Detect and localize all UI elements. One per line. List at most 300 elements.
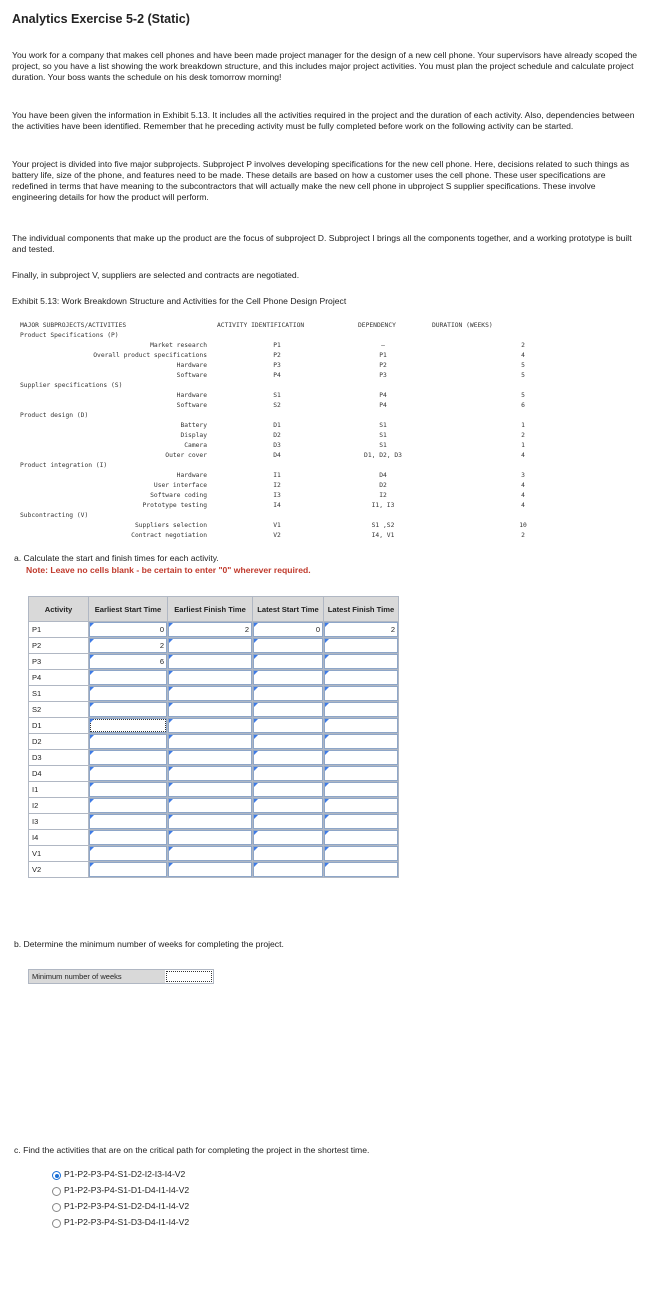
input-flag-icon <box>254 751 258 755</box>
ls-input[interactable] <box>253 734 323 749</box>
exhibit-dependency: S1 ,S2 <box>371 522 395 529</box>
es-cell <box>89 622 168 638</box>
exhibit-activity-id: I3 <box>273 492 281 499</box>
ls-cell <box>253 622 324 638</box>
input-flag-icon <box>254 799 258 803</box>
ef-input[interactable] <box>168 750 252 765</box>
ls-cell <box>253 862 324 878</box>
lf-input[interactable] <box>324 718 398 733</box>
ls-cell <box>253 830 324 846</box>
es-input[interactable]: 0 <box>89 622 167 637</box>
exhibit-duration: 4 <box>521 482 525 489</box>
exhibit-activity-id: P2 <box>273 352 281 359</box>
exhibit-group: Product integration (I) <box>20 462 108 469</box>
activity-cell: P2 <box>29 638 89 654</box>
lf-input[interactable] <box>324 862 398 877</box>
table-row <box>29 766 399 782</box>
ls-input[interactable] <box>253 654 323 669</box>
input-flag-icon <box>169 815 173 819</box>
exhibit-activity-name: Software <box>176 402 207 409</box>
input-flag-icon <box>325 655 329 659</box>
es-input[interactable] <box>89 750 167 765</box>
exhibit-dependency: I4, V1 <box>371 532 395 539</box>
lf-cell <box>324 686 399 702</box>
lf-input[interactable] <box>324 766 398 781</box>
input-flag-icon <box>325 815 329 819</box>
exhibit-activity-name: Battery <box>180 422 207 429</box>
exhibit-activity-name: Software coding <box>150 492 207 499</box>
input-flag-icon <box>90 799 94 803</box>
ls-input[interactable] <box>253 814 323 829</box>
ls-input[interactable] <box>253 718 323 733</box>
exhibit-dependency: S1 <box>379 422 387 429</box>
es-input[interactable] <box>89 862 167 877</box>
min-weeks-row <box>28 969 214 984</box>
critical-path-option-label[interactable]: P1-P2-P3-P4-S1-D1-D4-I1-I4-V2 <box>64 1185 190 1195</box>
input-flag-icon <box>90 767 94 771</box>
es-cell <box>89 766 168 782</box>
lf-input[interactable] <box>324 830 398 845</box>
exhibit-dependency: P4 <box>379 402 387 409</box>
ls-cell <box>253 766 324 782</box>
ef-cell <box>168 734 253 750</box>
exhibit-duration: 2 <box>521 532 525 539</box>
table-row <box>29 798 399 814</box>
lf-input[interactable]: 2 <box>324 622 398 637</box>
es-cell <box>89 686 168 702</box>
min-weeks-label: Minimum number of weeks <box>32 972 122 981</box>
input-flag-icon <box>254 703 258 707</box>
input-flag-icon <box>169 799 173 803</box>
activity-cell: D3 <box>29 750 89 766</box>
input-flag-icon <box>90 623 94 627</box>
es-input[interactable] <box>89 718 167 733</box>
input-flag-icon <box>325 671 329 675</box>
ef-input[interactable] <box>168 718 252 733</box>
input-flag-icon <box>254 655 258 659</box>
ls-input[interactable] <box>253 798 323 813</box>
exhibit-header-duration: DURATION (WEEKS) <box>432 322 493 329</box>
ls-input[interactable] <box>253 766 323 781</box>
ef-input[interactable] <box>168 654 252 669</box>
es-input[interactable] <box>89 846 167 861</box>
table-row <box>29 622 399 638</box>
exhibit-activity-name: Suppliers selection <box>134 522 207 529</box>
exhibit-duration: 5 <box>521 392 525 399</box>
input-flag-icon <box>254 863 258 867</box>
es-input[interactable] <box>89 814 167 829</box>
exhibit-activity-name: User interface <box>153 482 207 489</box>
es-input[interactable] <box>89 686 167 701</box>
ls-input[interactable]: 0 <box>253 622 323 637</box>
es-cell <box>89 670 168 686</box>
es-input[interactable] <box>89 830 167 845</box>
activity-cell: S2 <box>29 702 89 718</box>
input-flag-icon <box>325 735 329 739</box>
exhibit-activity-name: Contract negotiation <box>131 532 207 539</box>
input-flag-icon <box>169 863 173 867</box>
ef-cell <box>168 750 253 766</box>
exhibit-header-dependency: DEPENDENCY <box>358 322 396 329</box>
input-flag-icon <box>325 799 329 803</box>
schedule-table <box>28 596 399 878</box>
input-flag-icon <box>325 863 329 867</box>
input-flag-icon <box>90 831 94 835</box>
ls-cell <box>253 846 324 862</box>
input-flag-icon <box>169 687 173 691</box>
input-flag-icon <box>169 719 173 723</box>
lf-input[interactable] <box>324 638 398 653</box>
input-flag-icon <box>325 767 329 771</box>
ef-input[interactable] <box>168 798 252 813</box>
input-flag-icon <box>90 703 94 707</box>
activity-cell: S1 <box>29 686 89 702</box>
exhibit-duration: 10 <box>519 522 527 529</box>
exhibit-caption: Exhibit 5.13: Work Breakdown Structure and Activities for the Cell Phone Design Project <box>12 296 347 306</box>
ef-input[interactable] <box>168 766 252 781</box>
lf-cell <box>324 830 399 846</box>
es-input[interactable]: 2 <box>89 638 167 653</box>
exhibit-dependency: — <box>381 342 385 349</box>
input-flag-icon <box>169 639 173 643</box>
table-row <box>29 702 399 718</box>
lf-cell <box>324 846 399 862</box>
es-input[interactable] <box>89 734 167 749</box>
lf-cell <box>324 734 399 750</box>
ls-input[interactable] <box>253 830 323 845</box>
input-flag-icon <box>169 767 173 771</box>
exhibit-dependency: S1 <box>379 432 387 439</box>
input-flag-icon <box>325 831 329 835</box>
input-flag-icon <box>325 719 329 723</box>
intro-paragraph-2: You have been given the information in Exhibit 5.13. It includes all the activities required in the project and the duration of each activity. Also, dependencies between the activities have been identified. Remember that he preceding activity must be fully completed before work on the following activity can be started. <box>12 110 635 131</box>
lf-cell <box>324 750 399 766</box>
ef-input[interactable] <box>168 846 252 861</box>
input-flag-icon <box>90 671 94 675</box>
ls-input[interactable] <box>253 862 323 877</box>
ls-cell <box>253 654 324 670</box>
activity-cell: V2 <box>29 862 89 878</box>
ef-input[interactable]: 2 <box>168 622 252 637</box>
exhibit-activity-id: V1 <box>273 522 281 529</box>
ef-input[interactable] <box>168 830 252 845</box>
input-flag-icon <box>325 623 329 627</box>
table-row <box>29 638 399 654</box>
exhibit-activity-id: I1 <box>273 472 281 479</box>
ef-cell <box>168 782 253 798</box>
ef-cell <box>168 702 253 718</box>
ef-cell <box>168 654 253 670</box>
exhibit-group: Product Specifications (P) <box>20 332 119 339</box>
exhibit-activity-name: Hardware <box>176 362 207 369</box>
exhibit-activity-id: I4 <box>273 502 281 509</box>
lf-cell <box>324 702 399 718</box>
ef-input[interactable] <box>168 734 252 749</box>
ef-input[interactable] <box>168 686 252 701</box>
part-a-prompt: a. Calculate the start and finish times for each activity. <box>14 553 219 563</box>
input-flag-icon <box>169 671 173 675</box>
critical-path-option-label[interactable]: P1-P2-P3-P4-S1-D2-I2-I3-I4-V2 <box>64 1169 186 1179</box>
exhibit-duration: 5 <box>521 362 525 369</box>
activity-cell: P4 <box>29 670 89 686</box>
ls-cell <box>253 750 324 766</box>
ef-cell <box>168 862 253 878</box>
critical-path-radio[interactable] <box>52 1219 61 1228</box>
activity-cell: P3 <box>29 654 89 670</box>
exhibit-activity-id: P3 <box>273 362 281 369</box>
es-cell <box>89 862 168 878</box>
ls-cell <box>253 814 324 830</box>
lf-cell <box>324 622 399 638</box>
input-flag-icon <box>90 719 94 723</box>
exhibit-duration: 4 <box>521 502 525 509</box>
table-row <box>29 670 399 686</box>
ef-cell <box>168 670 253 686</box>
es-cell <box>89 798 168 814</box>
ls-input[interactable] <box>253 846 323 861</box>
intro-paragraph-1: You work for a company that makes cell phones and have been made project manager for the design of a new cell phone. Your supervisors have already scoped the project, so you have a list showing the work breakdown structure, and this includes major project activities. You must plan the project schedule and calculate project duration. Your boss wants the schedule on his desk tomorrow morning! <box>12 50 638 82</box>
part-a-note: Note: Leave no cells blank - be certain to enter "0" wherever required. <box>26 565 311 575</box>
lf-cell <box>324 654 399 670</box>
es-cell <box>89 846 168 862</box>
input-flag-icon <box>169 831 173 835</box>
page-title: Analytics Exercise 5-2 (Static) <box>12 12 190 26</box>
table-row <box>29 814 399 830</box>
ef-input[interactable] <box>168 670 252 685</box>
ef-cell <box>168 686 253 702</box>
exhibit-dependency: P3 <box>379 372 387 379</box>
input-flag-icon <box>254 847 258 851</box>
input-flag-icon <box>325 847 329 851</box>
lf-cell <box>324 766 399 782</box>
input-flag-icon <box>90 863 94 867</box>
input-flag-icon <box>90 783 94 787</box>
input-flag-icon <box>169 655 173 659</box>
critical-path-option-label[interactable]: P1-P2-P3-P4-S1-D3-D4-I1-I4-V2 <box>64 1217 190 1227</box>
es-cell <box>89 830 168 846</box>
input-flag-icon <box>254 831 258 835</box>
es-cell <box>89 734 168 750</box>
input-flag-icon <box>325 687 329 691</box>
exhibit-activity-id: D3 <box>273 442 281 449</box>
critical-path-radio[interactable] <box>52 1171 61 1180</box>
input-flag-icon <box>169 847 173 851</box>
lf-cell <box>324 798 399 814</box>
exhibit-dependency: I2 <box>379 492 387 499</box>
lf-input[interactable] <box>324 686 398 701</box>
col-latest-start: Latest Start Time <box>253 597 324 622</box>
table-row <box>29 862 399 878</box>
exhibit-group: Supplier specifications (S) <box>20 382 123 389</box>
input-flag-icon <box>325 751 329 755</box>
part-b-prompt: b. Determine the minimum number of weeks for completing the project. <box>14 939 284 949</box>
activity-cell: I2 <box>29 798 89 814</box>
lf-cell <box>324 814 399 830</box>
input-flag-icon <box>254 623 258 627</box>
ls-input[interactable] <box>253 782 323 797</box>
input-flag-icon <box>90 751 94 755</box>
input-flag-icon <box>254 783 258 787</box>
table-row <box>29 734 399 750</box>
lf-input[interactable] <box>324 734 398 749</box>
input-flag-icon <box>254 719 258 723</box>
exhibit-duration: 4 <box>521 352 525 359</box>
exhibit-activity-name: Market research <box>150 342 207 349</box>
es-cell <box>89 638 168 654</box>
activity-cell: I4 <box>29 830 89 846</box>
col-activity: Activity <box>29 597 89 622</box>
exhibit-activity-name: Display <box>180 432 207 439</box>
exhibit-duration: 4 <box>521 492 525 499</box>
exhibit-dependency: I1, I3 <box>371 502 395 509</box>
ls-cell <box>253 782 324 798</box>
activity-cell: I3 <box>29 814 89 830</box>
es-input[interactable] <box>89 766 167 781</box>
ef-input[interactable] <box>168 814 252 829</box>
intro-paragraph-5: Finally, in subproject V, suppliers are selected and contracts are negotiated. <box>12 270 300 280</box>
exhibit-activity-id: D1 <box>273 422 281 429</box>
activity-cell: D2 <box>29 734 89 750</box>
lf-cell <box>324 638 399 654</box>
ls-input[interactable] <box>253 686 323 701</box>
exhibit-activity-name: Hardware <box>176 472 207 479</box>
exhibit-duration: 1 <box>521 422 525 429</box>
exhibit-activity-id: I2 <box>273 482 281 489</box>
ef-cell <box>168 766 253 782</box>
input-flag-icon <box>325 783 329 787</box>
table-row <box>29 750 399 766</box>
input-flag-icon <box>169 783 173 787</box>
input-flag-icon <box>169 703 173 707</box>
es-cell <box>89 782 168 798</box>
lf-input[interactable] <box>324 654 398 669</box>
exhibit-group: Product design (D) <box>20 412 89 419</box>
ls-input[interactable] <box>253 670 323 685</box>
input-flag-icon <box>90 815 94 819</box>
ef-input[interactable] <box>168 862 252 877</box>
exhibit-dependency: P2 <box>379 362 387 369</box>
input-flag-icon <box>90 847 94 851</box>
lf-input[interactable] <box>324 798 398 813</box>
ef-cell <box>168 830 253 846</box>
lf-cell <box>324 670 399 686</box>
exhibit-activity-id: D4 <box>273 452 281 459</box>
exhibit-activity-name: Software <box>176 372 207 379</box>
lf-input[interactable] <box>324 782 398 797</box>
ef-input[interactable] <box>168 638 252 653</box>
exhibit-activity-name: Outer cover <box>165 452 207 459</box>
exhibit-activity-name: Hardware <box>176 392 207 399</box>
ef-cell <box>168 846 253 862</box>
intro-paragraph-4: The individual components that make up the product are the focus of subproject D. Subproject I brings all the components together, and a working prototype is built and tested. <box>12 233 632 254</box>
input-flag-icon <box>169 623 173 627</box>
exhibit-dependency: D2 <box>379 482 387 489</box>
ls-input[interactable] <box>253 702 323 717</box>
col-earliest-start: Earliest Start Time <box>89 597 168 622</box>
ls-cell <box>253 702 324 718</box>
exhibit-dependency: D1, D2, D3 <box>364 452 402 459</box>
input-flag-icon <box>254 735 258 739</box>
exhibit-duration: 5 <box>521 372 525 379</box>
exhibit-activity-name: Overall product specifications <box>93 352 207 359</box>
critical-path-option-label[interactable]: P1-P2-P3-P4-S1-D2-D4-I1-I4-V2 <box>64 1201 190 1211</box>
exhibit-duration: 2 <box>521 342 525 349</box>
input-flag-icon <box>254 671 258 675</box>
es-input[interactable] <box>89 798 167 813</box>
activity-cell: V1 <box>29 846 89 862</box>
es-cell <box>89 814 168 830</box>
es-cell <box>89 750 168 766</box>
exhibit-header-subprojects: MAJOR SUBPROJECTS/ACTIVITIES <box>20 322 127 329</box>
lf-cell <box>324 782 399 798</box>
exhibit-group: Subcontracting (V) <box>20 512 89 519</box>
activity-cell: D4 <box>29 766 89 782</box>
table-row <box>29 830 399 846</box>
input-flag-icon <box>90 639 94 643</box>
exhibit-duration: 4 <box>521 452 525 459</box>
ef-cell <box>168 798 253 814</box>
activity-cell: I1 <box>29 782 89 798</box>
es-cell <box>89 654 168 670</box>
lf-input[interactable] <box>324 702 398 717</box>
ef-cell <box>168 718 253 734</box>
critical-path-radio[interactable] <box>52 1187 61 1196</box>
exhibit-dependency: S1 <box>379 442 387 449</box>
intro-paragraph-3: Your project is divided into five major subprojects. Subproject P involves developing specifications for the new cell phone. Here, decisions related to such things as battery life, size of the phone, and features need to be made. These details are based on how a customer uses the cell phone. These user specifications are redefined in terms that have meaning to the subcontractors that will actually make the new cell phone in ubproject S supplier specifications. These involve engineering details for how the product will perform. <box>12 159 630 202</box>
input-flag-icon <box>325 703 329 707</box>
lf-input[interactable] <box>324 846 398 861</box>
table-row <box>29 782 399 798</box>
exhibit-activity-id: S1 <box>273 392 281 399</box>
ef-input[interactable] <box>168 782 252 797</box>
ef-cell <box>168 622 253 638</box>
exhibit-duration: 2 <box>521 432 525 439</box>
input-flag-icon <box>325 639 329 643</box>
lf-cell <box>324 718 399 734</box>
input-flag-icon <box>254 687 258 691</box>
exhibit-activity-id: V2 <box>273 532 281 539</box>
activity-cell: P1 <box>29 622 89 638</box>
ls-cell <box>253 718 324 734</box>
ls-cell <box>253 670 324 686</box>
es-input[interactable]: 6 <box>89 654 167 669</box>
es-cell <box>89 718 168 734</box>
exhibit-activity-name: Camera <box>184 442 207 449</box>
es-input[interactable] <box>89 702 167 717</box>
lf-input[interactable] <box>324 670 398 685</box>
ef-input[interactable] <box>168 702 252 717</box>
exhibit-header-id: ACTIVITY IDENTIFICATION <box>217 322 305 329</box>
es-cell <box>89 702 168 718</box>
es-input[interactable] <box>89 782 167 797</box>
table-row <box>29 654 399 670</box>
exhibit-dependency: P4 <box>379 392 387 399</box>
lf-input[interactable] <box>324 750 398 765</box>
input-flag-icon <box>90 735 94 739</box>
critical-path-radio[interactable] <box>52 1203 61 1212</box>
exhibit-activity-id: P4 <box>273 372 281 379</box>
input-flag-icon <box>90 655 94 659</box>
ls-cell <box>253 686 324 702</box>
lf-cell <box>324 862 399 878</box>
input-flag-icon <box>254 767 258 771</box>
min-weeks-input[interactable] <box>165 970 213 983</box>
table-row <box>29 686 399 702</box>
es-input[interactable] <box>89 670 167 685</box>
lf-input[interactable] <box>324 814 398 829</box>
ls-input[interactable] <box>253 750 323 765</box>
ls-input[interactable] <box>253 638 323 653</box>
